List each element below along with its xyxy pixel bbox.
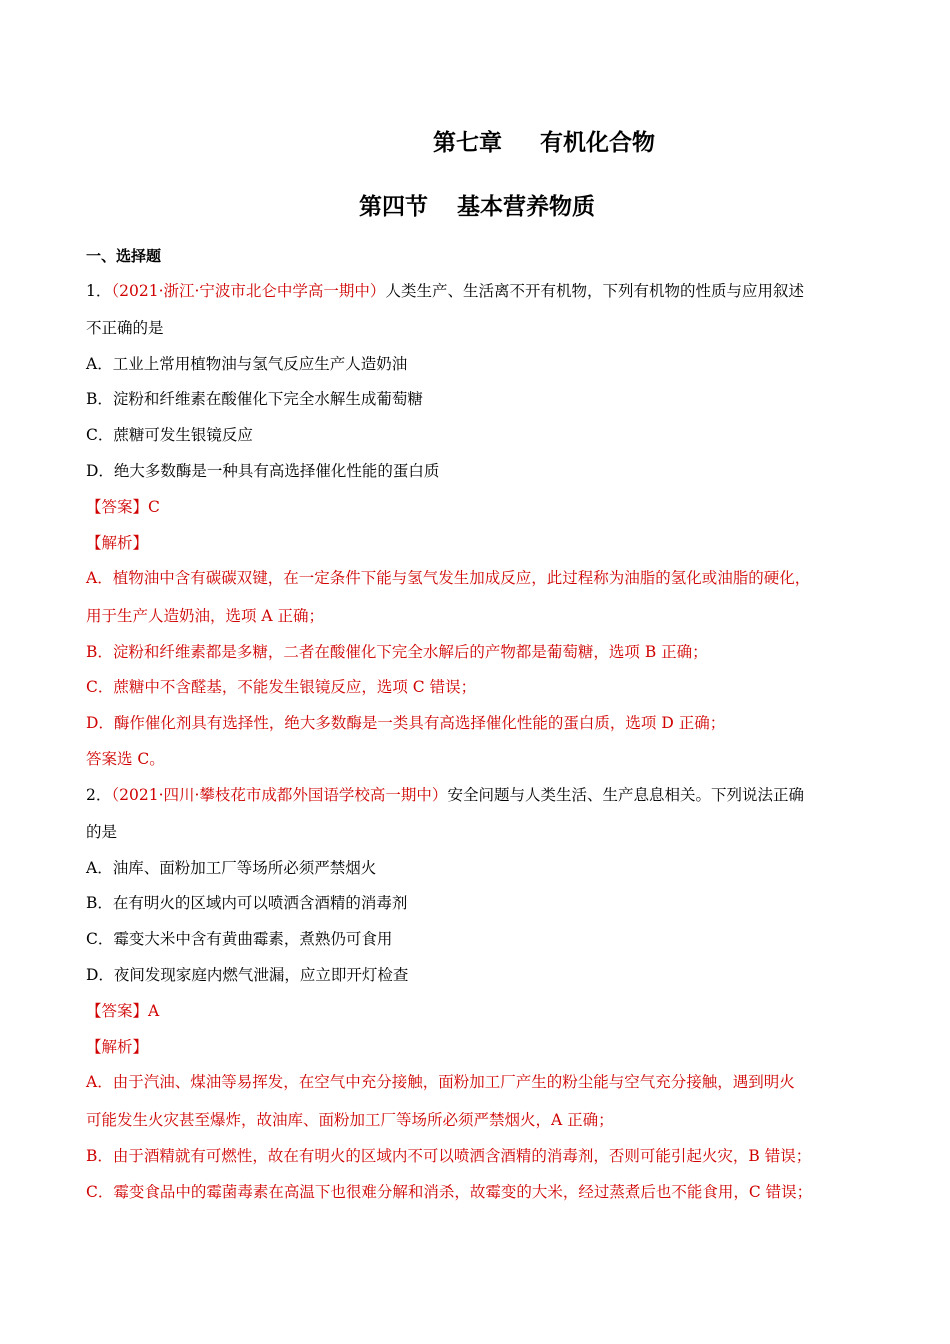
question-source: （2021·浙江·宁波市北仑中学高一期中） <box>111 282 386 300</box>
question-2-stem-cont: 的是 <box>86 823 118 841</box>
analysis-line: B．淀粉和纤维素都是多糖，二者在酸催化下完全水解后的产物都是葡萄糖，选项 B 正确； <box>86 643 708 661</box>
option-b: B．在有明火的区域内可以喷洒含酒精的消毒剂 <box>86 894 408 912</box>
question-2-stem <box>86 785 804 805</box>
answer: 【答案】C <box>86 498 160 516</box>
option-d: D．夜间发现家庭内燃气泄漏，应立即开灯检查 <box>86 966 409 984</box>
question-stem-text: 人类生产、生活离不开有机物，下列有机物的性质与应用叙述 <box>385 282 804 300</box>
option-c: C．霉变大米中含有黄曲霉素，煮熟仍可食用 <box>86 930 393 948</box>
question-number: 1． <box>86 282 112 300</box>
chapter-number: 第七章 <box>433 130 502 156</box>
analysis-line: 可能发生火灾甚至爆炸，故油库、面粉加工厂等场所必须严禁烟火，A 正确； <box>86 1111 614 1129</box>
question-1-stem <box>86 281 804 301</box>
analysis-line: D．酶作催化剂具有选择性，绝大多数酶是一类具有高选择催化性能的蛋白质，选项 D 正确； <box>86 714 726 732</box>
section-number: 第四节 <box>359 194 428 220</box>
option-d: D．绝大多数酶是一种具有高选择催化性能的蛋白质 <box>86 462 440 480</box>
analysis-line: 用于生产人造奶油，选项 A 正确； <box>86 607 325 625</box>
section-title: 基本营养物质 <box>457 194 595 220</box>
option-a: A．工业上常用植物油与氢气反应生产人造奶油 <box>86 355 408 373</box>
analysis-line: B．由于酒精就有可燃性，故在有明火的区域内不可以喷洒含酒精的消毒剂，否则可能引起火灾，B 错误； <box>86 1147 812 1165</box>
answer: 【答案】A <box>86 1002 160 1020</box>
option-c: C．蔗糖可发生银镜反应 <box>86 426 253 444</box>
analysis-line: A．由于汽油、煤油等易挥发，在空气中充分接触，面粉加工厂产生的粉尘能与空气充分接触，遇到明火 <box>86 1073 795 1091</box>
question-source: （2021·四川·攀枝花市成都外国语学校高一期中） <box>111 786 448 804</box>
question-number: 2． <box>86 786 112 804</box>
option-b: B．淀粉和纤维素在酸催化下完全水解生成葡萄糖 <box>86 390 423 408</box>
option-a: A．油库、面粉加工厂等场所必须严禁烟火 <box>86 859 377 877</box>
question-1-stem-cont: 不正确的是 <box>86 319 164 337</box>
part-label: 一、选择题 <box>86 247 162 265</box>
analysis-line: C．霉变食品中的霉菌毒素在高温下也很难分解和消杀，故霉变的大米，经过蒸煮后也不能食用，C 错误； <box>86 1183 813 1201</box>
question-stem-text: 安全问题与人类生活、生产息息相关。下列说法正确 <box>447 786 804 804</box>
chapter-title: 有机化合物 <box>540 130 655 156</box>
conclusion: 答案选 C。 <box>86 750 165 768</box>
analysis-line: A．植物油中含有碳碳双键，在一定条件下能与氢气发生加成反应，此过程称为油脂的氢化或油脂的硬化， <box>86 569 811 587</box>
analysis-label: 【解析】 <box>86 534 149 552</box>
analysis-line: C．蔗糖中不含醛基，不能发生银镜反应，选项 C 错误； <box>86 678 477 696</box>
analysis-label: 【解析】 <box>86 1038 149 1056</box>
